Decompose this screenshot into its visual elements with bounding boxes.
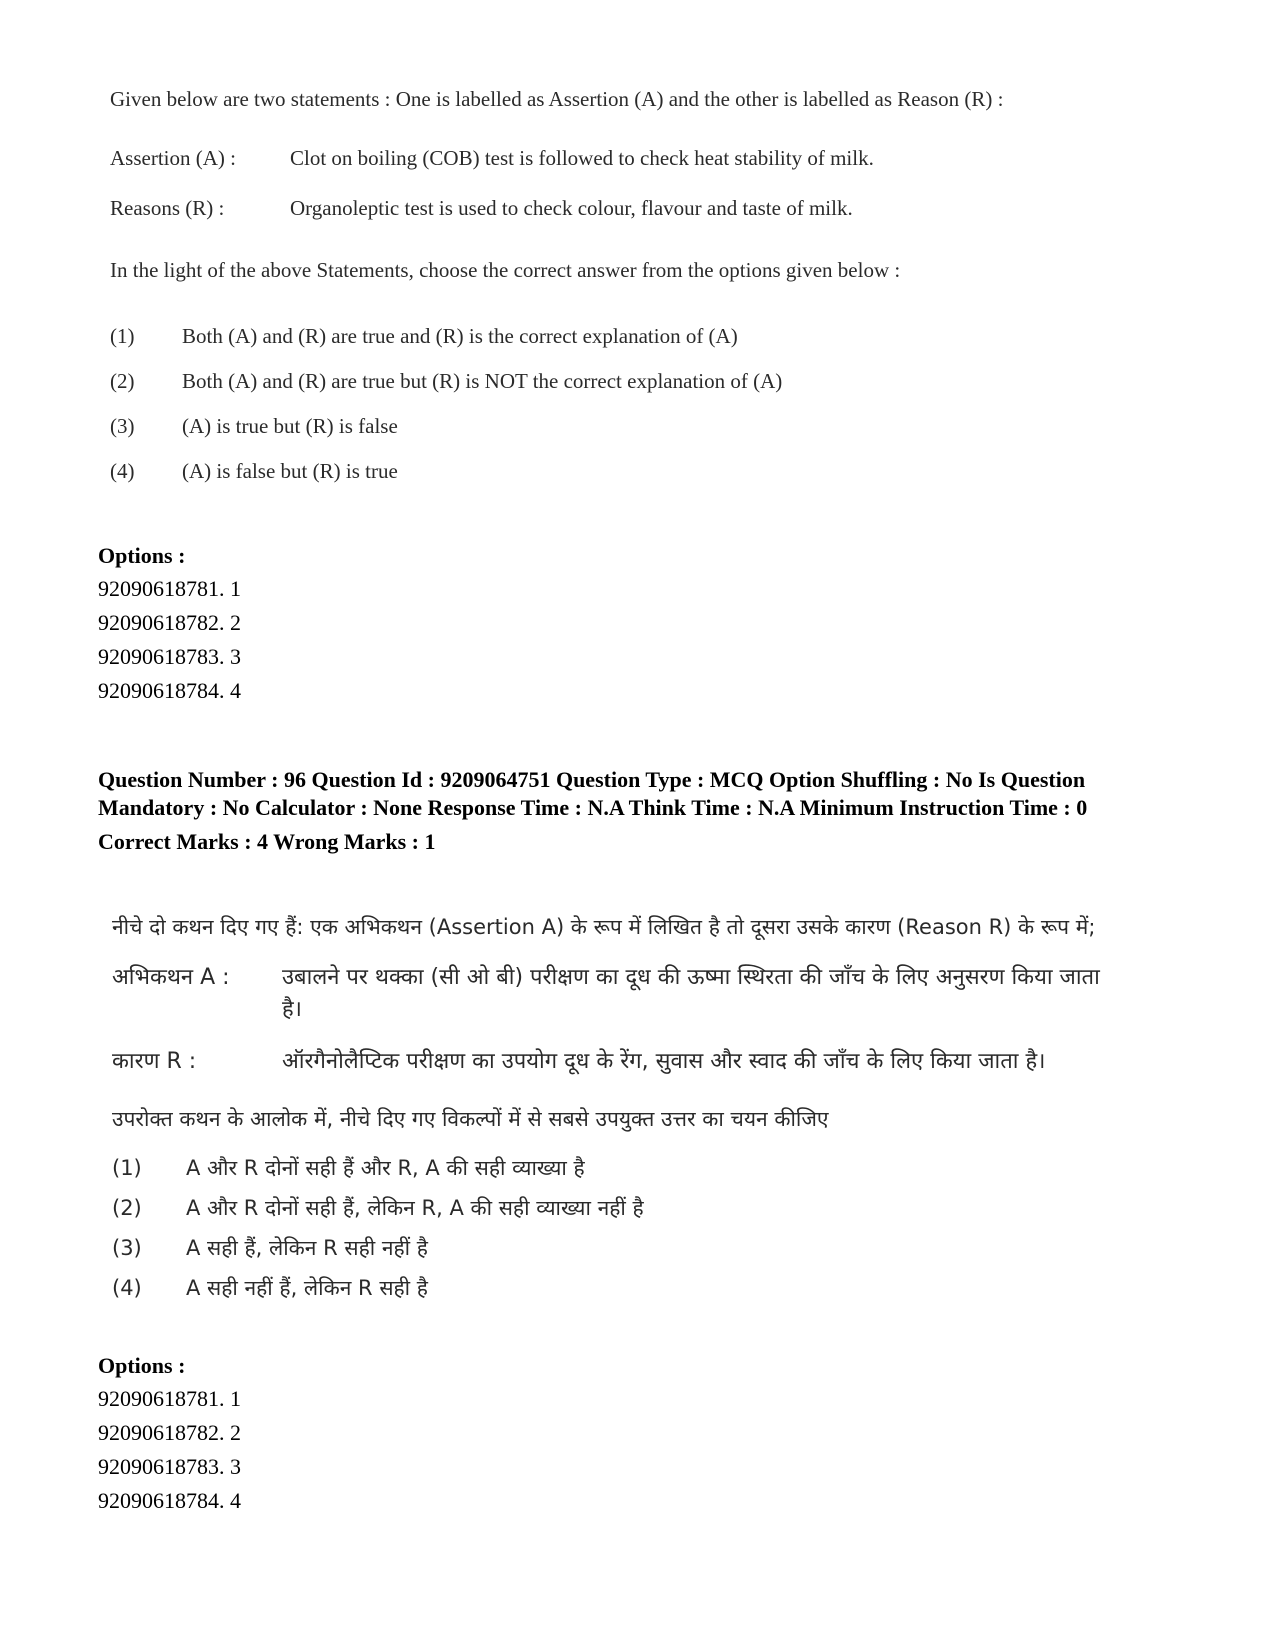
choice-item-hindi [112, 1148, 1112, 1188]
reason-row [110, 192, 1130, 224]
question-intro-hindi: नीचे दो कथन दिए गए हैं: एक अभिकथन (Assertion A) के रूप में लिखित है तो दूसरा उसके कारण (Reason R) के रूप में; [112, 915, 1096, 939]
question-instruction: In the light of the above Statements, choose the correct answer from the options given below : [110, 258, 901, 282]
reason-text-hindi: ऑरगैनोलैप्टिक परीक्षण का उपयोग दूध के रेंग, सुवास और स्वाद की जाँच के लिए किया जाता है। [282, 1049, 1046, 1074]
question-details: Question Number : 96 Question Id : 9209064751 Question Type : MCQ Option Shuffling : No Is Question Mandatory : No Calculator : None Response Time : N.A Think Time : N.A Minimum Instruction Time : 0 [98, 767, 1088, 820]
choice-number: (3) [110, 414, 135, 438]
choice-item-hindi [112, 1228, 1112, 1268]
assertion-text: Clot on boiling (COB) test is followed to check heat stability of milk. [290, 146, 874, 170]
options-list-bottom [98, 1350, 498, 1518]
choice-item [110, 449, 1130, 494]
option-item: 92090618782. 2 [98, 1420, 241, 1445]
choice-text: A और R दोनों सही हैं और R, A की सही व्याख्या है [186, 1156, 585, 1180]
option-item: 92090618784. 4 [98, 1488, 241, 1513]
assertion-row [110, 142, 1130, 174]
option-item: 92090618781. 1 [98, 1386, 241, 1411]
assertion-label-hindi: अभिकथन A : [112, 965, 230, 990]
question-intro: Given below are two statements : One is labelled as Assertion (A) and the other is labelled as Reason (R) : [110, 87, 1004, 111]
choice-number: (2) [110, 369, 135, 393]
choice-number: (1) [112, 1156, 142, 1180]
choice-item [110, 404, 1130, 449]
choice-text: (A) is true but (R) is false [182, 414, 398, 438]
assertion-row-hindi [112, 962, 1112, 1026]
choice-text: A और R दोनों सही हैं, लेकिन R, A की सही व्याख्या नहीं है [186, 1196, 644, 1220]
choice-list [110, 314, 1130, 494]
reason-label-hindi: कारण R : [112, 1049, 197, 1074]
option-item: 92090618783. 3 [98, 1454, 241, 1479]
choice-number: (3) [112, 1236, 142, 1260]
choice-number: (1) [110, 324, 135, 348]
choice-text: Both (A) and (R) are true and (R) is the correct explanation of (A) [182, 324, 738, 348]
choice-number: (4) [110, 459, 135, 483]
question-metadata [98, 766, 1158, 856]
choice-text: A सही नहीं हैं, लेकिन R सही है [186, 1276, 428, 1300]
choice-number: (4) [112, 1276, 142, 1300]
choice-list-hindi [112, 1148, 1112, 1308]
english-question-image [110, 80, 1130, 494]
options-heading: Options : [98, 543, 186, 568]
option-item: 92090618782. 2 [98, 610, 241, 635]
option-item: 92090618783. 3 [98, 644, 241, 669]
assertion-label: Assertion (A) : [110, 146, 236, 170]
reason-text: Organoleptic test is used to check colour, flavour and taste of milk. [290, 196, 853, 220]
question-marks: Correct Marks : 4 Wrong Marks : 1 [98, 829, 436, 854]
option-item: 92090618781. 1 [98, 576, 241, 601]
choice-item [110, 359, 1130, 404]
options-heading: Options : [98, 1353, 186, 1378]
assertion-text-hindi: उबालने पर थक्का (सी ओ बी) परीक्षण का दूध की ऊष्मा स्थिरता की जाँच के लिए अनुसरण किया जाता है। [282, 965, 1100, 1022]
choice-text: (A) is false but (R) is true [182, 459, 398, 483]
choice-item-hindi [112, 1188, 1112, 1228]
reason-label: Reasons (R) : [110, 196, 225, 220]
choice-text: Both (A) and (R) are true but (R) is NOT the correct explanation of (A) [182, 369, 783, 393]
choice-item [110, 314, 1130, 359]
reason-row-hindi [112, 1046, 1112, 1078]
question-instruction-hindi: उपरोक्त कथन के आलोक में, नीचे दिए गए विकल्पों में से सबसे उपयुक्त उत्तर का चयन कीजिए [112, 1107, 829, 1131]
choice-number: (2) [112, 1196, 142, 1220]
option-item: 92090618784. 4 [98, 678, 241, 703]
choice-text: A सही हैं, लेकिन R सही नहीं है [186, 1236, 428, 1260]
options-list-top [98, 540, 498, 708]
hindi-question-image [112, 912, 1112, 1308]
choice-item-hindi [112, 1268, 1112, 1308]
